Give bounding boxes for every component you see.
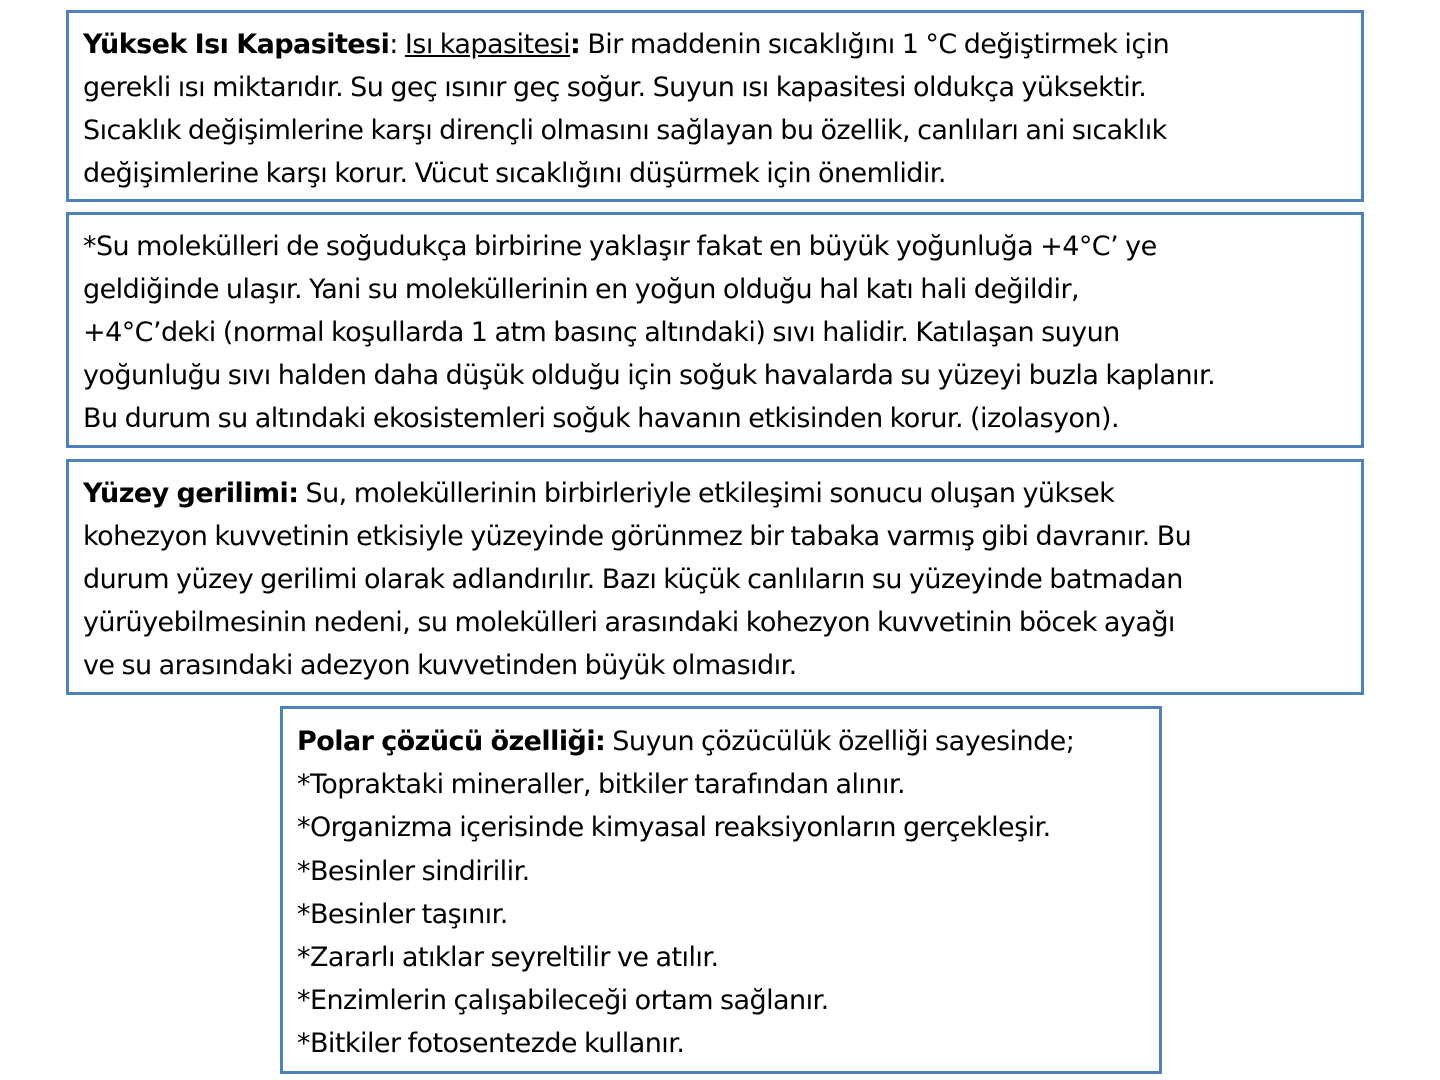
- heat-capacity-line-2: gerekli ısı miktarıdır. Su geç ısınır geç soğur. Suyun ısı kapasitesi oldukça yüksektir.: [83, 72, 1147, 103]
- polar-solvent-item: *Enzimlerin çalışabileceği ortam sağlanır.: [297, 985, 829, 1017]
- heat-capacity-box: [66, 10, 1364, 202]
- polar-solvent-line-1: [297, 720, 1145, 763]
- heat-capacity-term-colon: :: [570, 29, 581, 60]
- heat-capacity-text: Bir maddenin sıcaklığını 1 °C değiştirmek için: [580, 29, 1170, 60]
- surface-tension-box: [66, 459, 1364, 695]
- heat-capacity-title: Yüksek Isı Kapasitesi: [83, 29, 390, 60]
- surface-tension-line-3: durum yüzey gerilimi olarak adlandırılır. Bazı küçük canlıların su yüzeyinde batmadan: [83, 564, 1183, 595]
- polar-solvent-item: *Besinler taşınır.: [297, 898, 508, 930]
- surface-tension-line-4: yürüyebilmesinin nedeni, su molekülleri arasındaki kohezyon kuvvetinin böcek ayağı: [83, 607, 1175, 638]
- surface-tension-line-1: [83, 472, 1347, 515]
- density-box: [66, 212, 1364, 448]
- polar-solvent-item: *Zararlı atıklar seyreltilir ve atılır.: [297, 942, 719, 974]
- density-line-4: yoğunluğu sıvı halden daha düşük olduğu için soğuk havalarda su yüzeyi buzla kaplanır.: [83, 360, 1216, 391]
- density-line-3: +4°C’deki (normal koşullarda 1 atm basınç altındaki) sıvı halidir. Katılaşan suyun: [83, 317, 1120, 348]
- surface-tension-title: Yüzey gerilimi:: [83, 478, 299, 509]
- heat-capacity-line-3: Sıcaklık değişimlerine karşı dirençli olmasını sağlayan bu özellik, canlıları ani sıcaklık: [83, 115, 1167, 146]
- surface-tension-text: Su, moleküllerinin birbirleriyle etkileşimi sonucu oluşan yüksek: [298, 478, 1115, 509]
- density-line-5: Bu durum su altındaki ekosistemleri soğuk havanın etkisinden korur. (izolasyon).: [83, 403, 1119, 434]
- surface-tension-line-5: ve su arasındaki adezyon kuvvetinden büyük olmasıdır.: [83, 650, 797, 681]
- polar-solvent-item: *Topraktaki mineraller, bitkiler tarafından alınır.: [297, 769, 906, 801]
- polar-solvent-item: *Bitkiler fotosentezde kullanır.: [297, 1028, 685, 1060]
- heat-capacity-line-4: değişimlerine karşı korur. Vücut sıcaklığını düşürmek için önemlidir.: [83, 158, 946, 189]
- heat-capacity-term: Isı kapasitesi: [404, 29, 571, 60]
- polar-solvent-intro: Suyun çözücülük özelliği sayesinde;: [605, 726, 1075, 757]
- density-line-2: geldiğinde ulaşır. Yani su moleküllerinin en yoğun olduğu hal katı hali değildir,: [83, 274, 1080, 305]
- heat-capacity-line-1: [83, 23, 1347, 66]
- polar-solvent-item: *Besinler sindirilir.: [297, 855, 530, 887]
- heat-capacity-colon: :: [389, 29, 405, 60]
- polar-solvent-box: [280, 706, 1162, 1074]
- surface-tension-line-2: kohezyon kuvvetinin etkisiyle yüzeyinde görünmez bir tabaka varmış gibi davranır. Bu: [83, 521, 1192, 552]
- polar-solvent-item: *Organizma içerisinde kimyasal reaksiyonların gerçekleşir.: [297, 812, 1051, 844]
- polar-solvent-title: Polar çözücü özelliği:: [297, 726, 606, 757]
- density-line-1: *Su molekülleri de soğudukça birbirine yaklaşır fakat en büyük yoğunluğa +4°C’ ye: [83, 231, 1157, 262]
